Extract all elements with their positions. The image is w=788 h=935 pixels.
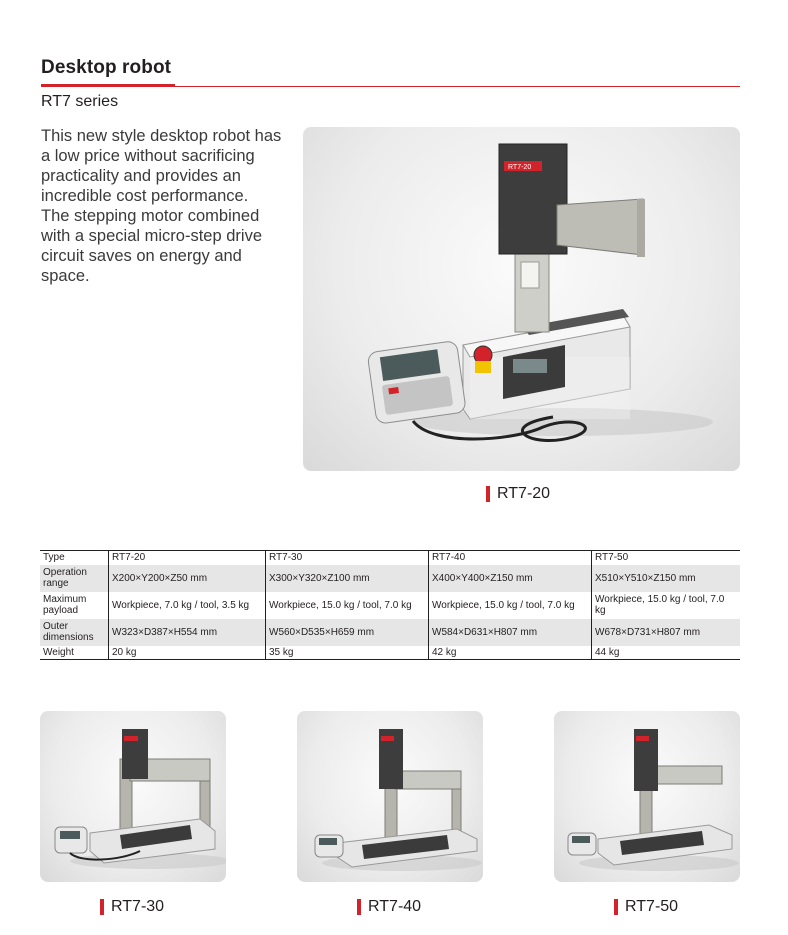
caption-marker bbox=[614, 899, 618, 915]
rt7-50-photo bbox=[554, 711, 740, 882]
table-row-type bbox=[40, 551, 740, 565]
table-cell: RT7-20 bbox=[109, 551, 266, 565]
table-cell: Workpiece, 15.0 kg / tool, 7.0 kg bbox=[592, 592, 741, 619]
table-cell: 42 kg bbox=[429, 646, 592, 660]
rt7-40-robot-image bbox=[297, 711, 483, 882]
spec-table bbox=[40, 550, 740, 660]
rt7-20-photo bbox=[303, 127, 740, 471]
variant-caption-text: RT7-50 bbox=[625, 898, 679, 915]
table-cell: Weight bbox=[43, 646, 74, 658]
table-cell: W323×D387×H554 mm bbox=[109, 619, 266, 646]
table-cell: Type bbox=[43, 552, 65, 564]
product-description bbox=[41, 126, 291, 286]
rt7-30-robot-image bbox=[40, 711, 226, 882]
caption-marker bbox=[100, 899, 104, 915]
variant-caption-text: RT7-40 bbox=[368, 898, 422, 915]
table-cell: X300×Y320×Z100 mm bbox=[266, 565, 429, 592]
table-cell: 44 kg bbox=[592, 646, 741, 660]
caption-marker bbox=[357, 899, 361, 915]
table-row-weight bbox=[40, 646, 740, 660]
table-cell: RT7-40 bbox=[429, 551, 592, 565]
rt7-30-photo bbox=[40, 711, 226, 882]
table-cell: Operation range bbox=[40, 565, 109, 592]
table-cell: W678×D731×H807 mm bbox=[592, 619, 741, 646]
table-cell: Workpiece, 15.0 kg / tool, 7.0 kg bbox=[266, 592, 429, 619]
main-product-caption-text: RT7-20 bbox=[497, 485, 551, 502]
caption-marker bbox=[486, 486, 490, 502]
table-cell: X400×Y400×Z150 mm bbox=[429, 565, 592, 592]
page-title: Desktop robot bbox=[41, 57, 172, 78]
variant-caption-rt7-50 bbox=[614, 898, 678, 916]
table-cell: W584×D631×H807 mm bbox=[429, 619, 592, 646]
table-cell: W560×D535×H659 mm bbox=[266, 619, 429, 646]
table-cell: RT7-30 bbox=[266, 551, 429, 565]
variant-caption-text: RT7-30 bbox=[111, 898, 165, 915]
rt7-50-robot-image bbox=[554, 711, 740, 882]
table-cell: 35 kg bbox=[266, 646, 429, 660]
variant-caption-rt7-40 bbox=[357, 898, 421, 916]
table-row-outer-dimensions bbox=[40, 619, 740, 646]
rt7-20-badge: RT7-20 bbox=[508, 164, 532, 171]
table-cell: Maximum payload bbox=[43, 594, 87, 616]
table-row-operation-range bbox=[40, 565, 740, 592]
rt7-40-photo bbox=[297, 711, 483, 882]
main-product-caption bbox=[486, 485, 550, 503]
table-row-maximum-payload bbox=[40, 592, 740, 619]
description-paragraph-1: This new style desktop robot has a low price without sacrificing practicality and provides an incredible cost performance. bbox=[41, 127, 282, 205]
series-subtitle: RT7 series bbox=[41, 93, 119, 110]
variant-caption-rt7-30 bbox=[100, 898, 164, 916]
table-cell: X510×Y510×Z150 mm bbox=[592, 565, 741, 592]
title-rule bbox=[41, 86, 740, 87]
table-cell: X200×Y200×Z50 mm bbox=[109, 565, 266, 592]
table-cell: Workpiece, 7.0 kg / tool, 3.5 kg bbox=[109, 592, 266, 619]
table-cell: Workpiece, 15.0 kg / tool, 7.0 kg bbox=[429, 592, 592, 619]
rt7-20-robot-image bbox=[303, 127, 740, 471]
table-cell: RT7-50 bbox=[592, 551, 741, 565]
description-paragraph-2: The stepping motor combined with a special micro-step drive circuit saves on energy and space. bbox=[41, 207, 262, 285]
table-cell: 20 kg bbox=[109, 646, 266, 660]
table-cell: Outer dimensions bbox=[40, 619, 109, 646]
